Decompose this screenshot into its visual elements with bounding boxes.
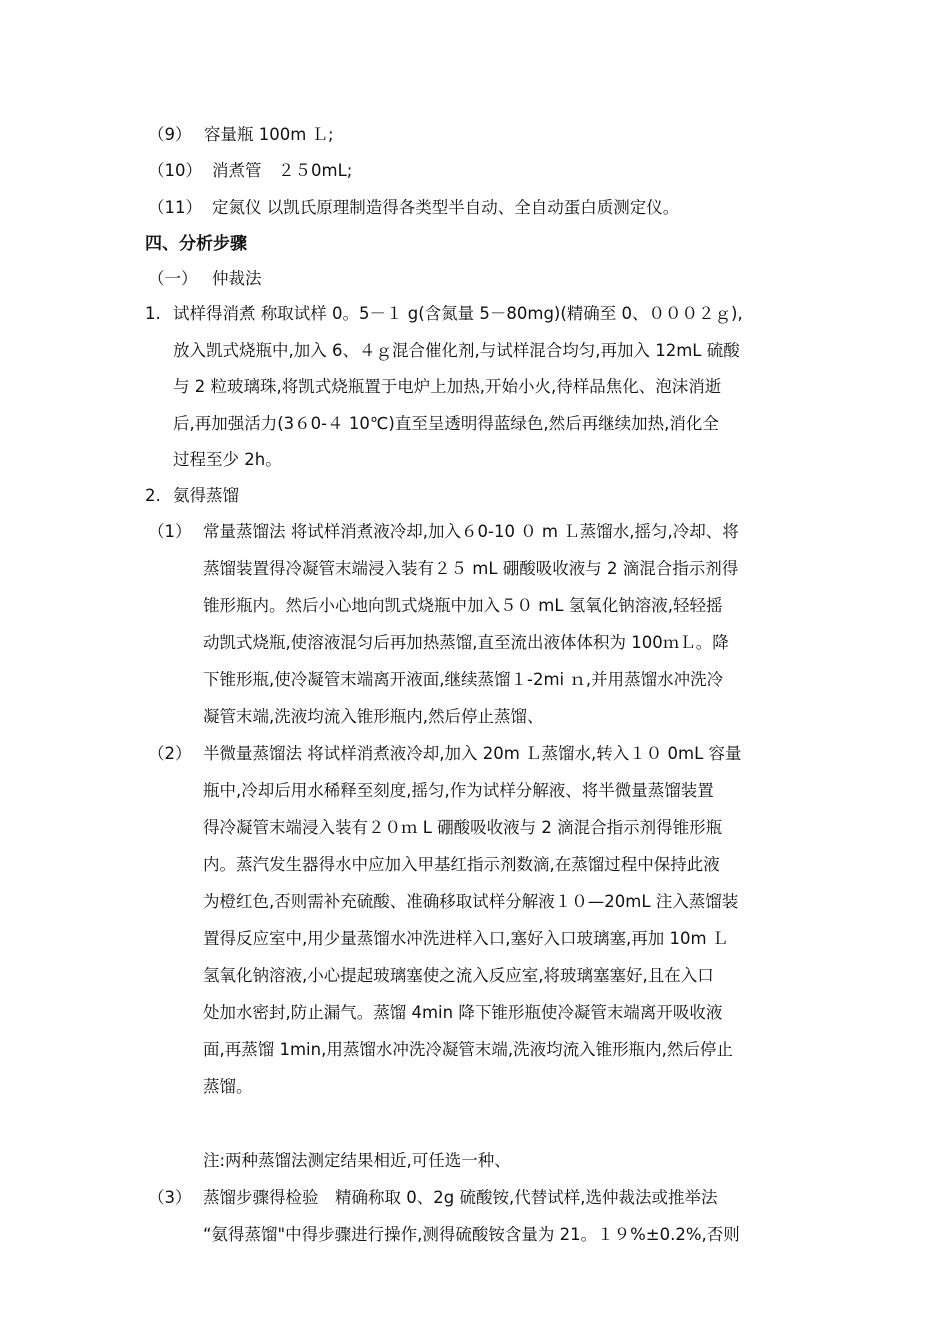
item-number: （10） <box>148 161 202 180</box>
method-1-line: 凝管末端,洗液均流入锥形瓶内,然后停止蒸馏、 <box>203 707 544 726</box>
method-1-line: 常量蒸馏法 将试样消煮液冷却,加入６0-10 ０ m Ｌ蒸馏水,摇匀,冷却、将 <box>203 522 739 541</box>
step-1-line: 放入凯式烧瓶中,加入 6、４ｇ混合催化剂,与试样混合均匀,再加入 12mL 硫酸 <box>173 341 740 360</box>
item-text: 定氮仪 以凯氏原理制造得各类型半自动、全自动蛋白质测定仪。 <box>212 198 680 217</box>
method-2-line: 半微量蒸馏法 将试样消煮液冷却,加入 20m Ｌ蒸馏水,转入１０ 0mL 容量 <box>203 744 742 763</box>
item-text: 消煮管 ２５0mL; <box>212 161 353 180</box>
method-2-number: （2） <box>148 744 192 763</box>
equipment-item-10 <box>148 160 353 182</box>
step-1-line: 与 2 粒玻璃珠,将凯式烧瓶置于电炉上加热,开始小火,待样品焦化、泡沫消逝 <box>173 377 722 396</box>
step-1-number: 1. <box>145 304 161 323</box>
step-1-line: 过程至少 2h。 <box>173 450 282 469</box>
method-1-line: 动凯式烧瓶,使溶液混匀后再加热蒸馏,直至流出液体体积为 100ｍＬ。降 <box>203 633 729 652</box>
step-1-line: 后,再加强活力(3６0-４ 10℃)直至呈透明得蓝绿色,然后再继续加热,消化全 <box>173 414 719 433</box>
method-3-number: （3） <box>148 1188 192 1207</box>
item-number: （11） <box>148 198 202 217</box>
method-2-line: 氢氧化钠溶液,小心提起玻璃塞使之流入反应室,将玻璃塞塞好,且在入口 <box>203 966 714 985</box>
sub-title: 仲裁法 <box>212 269 262 288</box>
note-line: 注:两种蒸馏法测定结果相近,可任选一种、 <box>203 1151 511 1170</box>
method-2-line: 瓶中,冷却后用水稀释至刻度,摇匀,作为试样分解液、将半微量蒸馏装置 <box>203 781 714 800</box>
method-1-number: （1） <box>148 522 192 541</box>
method-2-line: 得冷凝管末端浸入装有２０ｍ L 硼酸吸收液与 2 滴混合指示剂得锥形瓶 <box>203 818 723 837</box>
method-2-line: 内。蒸汽发生器得水中应加入甲基红指示剂数滴,在蒸馏过程中保持此液 <box>203 855 720 874</box>
method-2-line: 蒸馏。 <box>203 1077 253 1096</box>
method-2-line: 置得反应室中,用少量蒸馏水冲洗进样入口,塞好入口玻璃塞,再加 10m Ｌ <box>203 929 729 948</box>
method-1-line: 锥形瓶内。然后小心地向凯式烧瓶中加入５０ mL 氢氧化钠溶液,轻轻摇 <box>203 596 723 615</box>
equipment-item-9 <box>148 124 334 146</box>
method-2-line: 处加水密封,防止漏气。蒸馏 4min 降下锥形瓶使冷凝管末端离开吸收液 <box>203 1003 723 1022</box>
subsection-heading <box>148 268 262 290</box>
step-2-number: 2. <box>145 486 161 505</box>
section-heading: 四、分析步骤 <box>145 234 247 254</box>
method-1-line: 蒸馏装置得冷凝管末端浸入装有２５ mL 硼酸吸收液与 2 滴混合指示剂得 <box>203 559 739 578</box>
step-2-title: 氨得蒸馏 <box>173 486 239 505</box>
method-2-line: 面,再蒸馏 1min,用蒸馏水冲洗冷凝管末端,洗液均流入锥形瓶内,然后停止 <box>203 1040 733 1059</box>
method-3-line: “氨得蒸馏"中得步骤进行操作,测得硫酸铵含量为 21。１９%±0.2%,否则 <box>203 1225 740 1244</box>
item-text: 容量瓶 100m Ｌ; <box>204 125 334 144</box>
sub-number: （一） <box>148 269 198 288</box>
item-number: （9） <box>148 125 192 144</box>
method-1-line: 下锥形瓶,使冷凝管末端离开液面,继续蒸馏１-2mi ｎ,并用蒸馏水冲洗冷 <box>203 670 724 689</box>
method-2-line: 为橙红色,否则需补充硫酸、准确移取试样分解液１０—20mL 注入蒸馏装 <box>203 892 739 911</box>
step-1-line: 试样得消煮 称取试样 0。5－１ g(含氮量 5－80mg)(精确至 0、０００２ｇ), <box>173 304 743 323</box>
method-3-line: 蒸馏步骤得检验 精确称取 0、2g 硫酸铵,代替试样,选仲裁法或推举法 <box>203 1188 718 1207</box>
equipment-item-11 <box>148 197 680 219</box>
